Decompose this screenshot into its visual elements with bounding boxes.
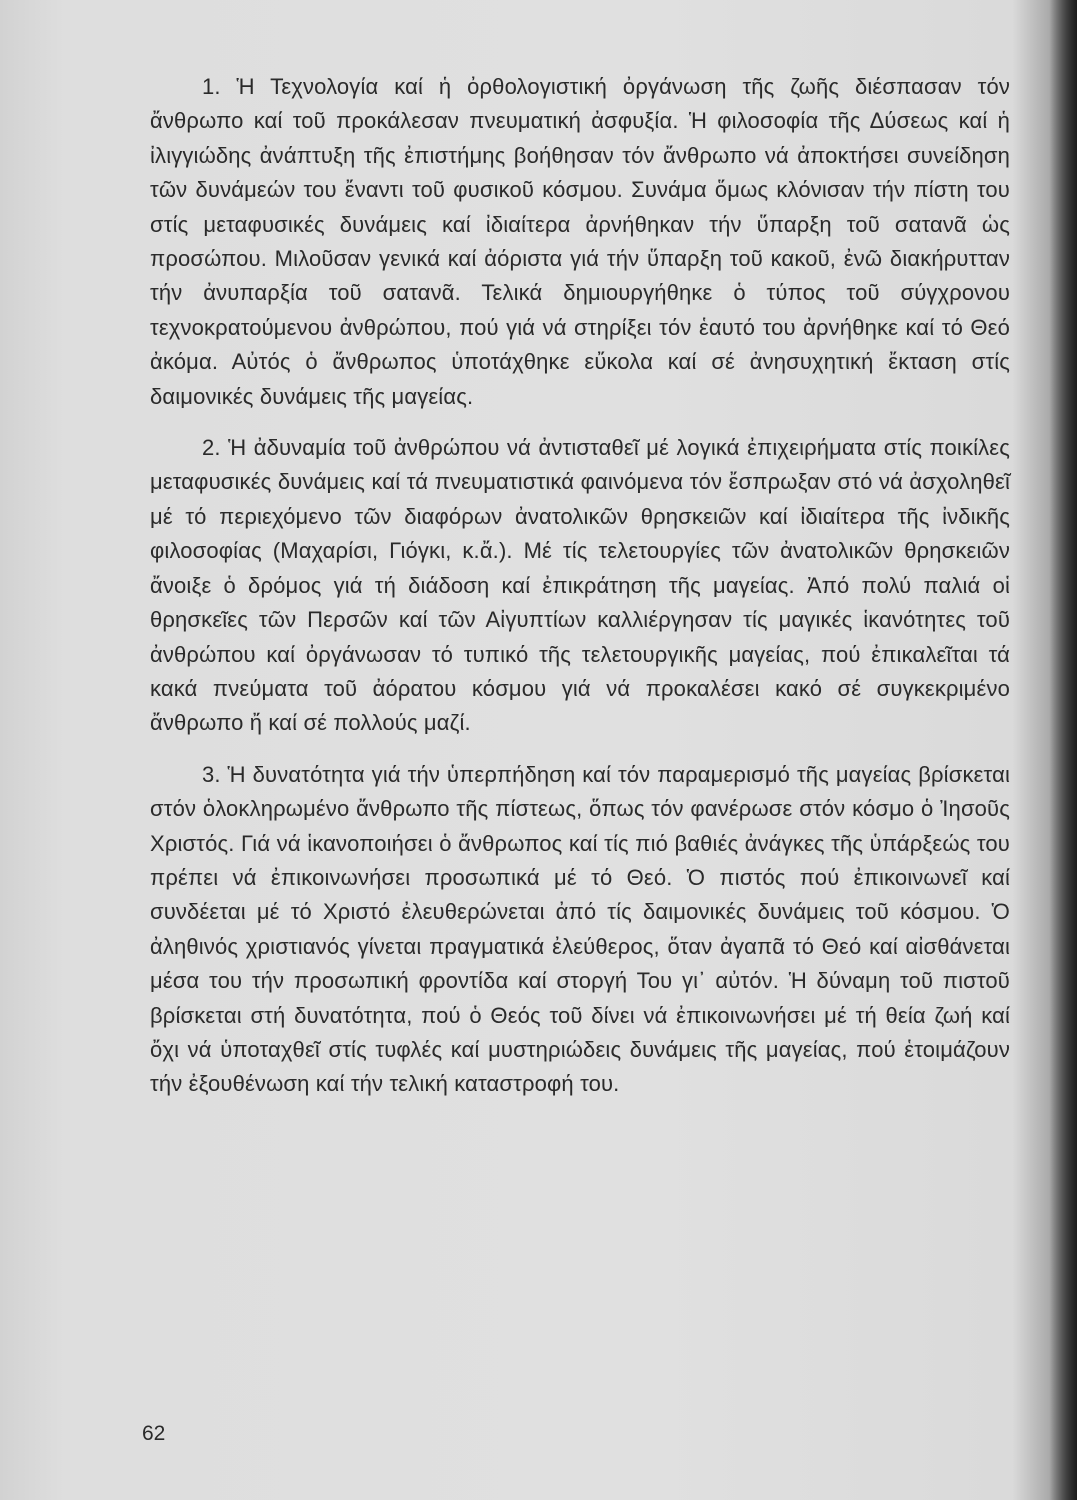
paragraph-1: 1. Ἡ Τεχνολογία καί ἡ ὀρθολογιστική ὀργάνωση τῆς ζωῆς διέσπασαν τόν ἄνθρωπο καί τοῦ προκάλεσαν πνευματική ἀσφυξία. Ἡ φιλοσοφία τῆς Δύσεως καί ἡ ἰλιγγιώδης ἀνάπτυξη τῆς ἐπιστήμης βοήθησαν τόν ἄνθρωπο νά ἀποκτήσει συνείδηση τῶν δυνάμεών του ἔναντι τοῦ φυσικοῦ κόσμου. Συνάμα ὅμως κλόνισαν τήν πίστη του στίς μεταφυσικές δυνάμεις καί ἰδιαίτερα ἀρνήθηκαν τήν ὕπαρξη τοῦ σατανᾶ ὡς προσώπου. Μιλοῦσαν γενικά καί ἀόριστα γιά τήν ὕπαρξη τοῦ κακοῦ, ἐνῶ διακήρυτταν τήν ἀνυπαρξία τοῦ σατανᾶ. Τελικά δημιουργήθηκε ὁ τύπος τοῦ σύγχρονου τεχνοκρατούμενου ἀνθρώπου, πού γιά νά στηρίξει τόν ἑαυτό του ἀρνήθηκε καί τό Θεό ἀκόμα. Αὐτός ὁ ἄνθρωπος ὑποτάχθηκε εὔκολα καί σέ ἀνησυχητική ἔκταση στίς δαιμονικές δυνάμεις τῆς μαγείας. xyxy=(150,74,1010,409)
page-number: 62 xyxy=(142,1422,166,1445)
paragraph-2: 2. Ἡ ἀδυναμία τοῦ ἀνθρώπου νά ἀντισταθεῖ μέ λογικά ἐπιχειρήματα στίς ποικίλες μεταφυσικές δυνάμεις καί τά πνευματιστικά φαινόμενα τόν ἔσπρωξαν στό νά ἀσχοληθεῖ μέ τό περιεχόμενο τῶν διαφόρων ἀνατολικῶν θρησκειῶν καί ἰδιαίτερα τῆς ἰνδικῆς φιλοσοφίας (Μαχαρίσι, Γιόγκι, κ.ἄ.). Μέ τίς τελετουργίες τῶν ἀνατολικῶν θρησκειῶν ἄνοιξε ὁ δρόμος γιά τή διάδοση καί ἐπικράτηση τῆς μαγείας. Ἀπό πολύ παλιά οἱ θρησκεῖες τῶν Περσῶν καί τῶν Αἰγυπτίων καλλιέργησαν τίς μαγικές ἱκανότητες τοῦ ἀνθρώπου καί ὀργάνωσαν τό τυπικό τῆς τελετουργικῆς μαγείας, πού ἐπικαλεῖται τά κακά πνεύματα τοῦ ἀόρατου κόσμου γιά νά προκαλέσει κακό σέ συγκεκριμένο ἄνθρωπο ἤ καί σέ πολλούς μαζί. xyxy=(150,435,1010,736)
body-text xyxy=(150,70,1010,1102)
page-gutter-shadow xyxy=(1049,0,1077,1500)
paragraph-3: 3. Ἡ δυνατότητα γιά τήν ὑπερπήδηση καί τόν παραμερισμό τῆς μαγείας βρίσκεται στόν ὁλοκληρωμένο ἄνθρωπο τῆς πίστεως, ὅπως τόν φανέρωσε στόν κόσμο ὁ Ἰησοῦς Χριστός. Γιά νά ἱκανοποιήσει ὁ ἄνθρωπος καί τίς πιό βαθιές ἀνάγκες τῆς ὑπάρξεώς του πρέπει νά ἐπικοινωνήσει προσωπικά μέ τό Θεό. Ὁ πιστός πού ἐπικοινωνεῖ καί συνδέεται μέ τό Χριστό ἐλευθερώνεται ἀπό τίς δαιμονικές δυνάμεις τοῦ κόσμου. Ὁ ἀληθινός χριστιανός γίνεται πραγματικά ἐλεύθερος, ὅταν ἀγαπᾶ τό Θεό καί αἰσθάνεται μέσα του τήν προσωπική φροντίδα καί στοργή Του γι᾽ αὐτόν. Ἡ δύναμη τοῦ πιστοῦ βρίσκεται στή δυνατότητα, πού ὁ Θεός τοῦ δίνει νά ἐπικοινωνήσει μέ τή θεία ζωή καί ὄχι νά ὑποταχθεῖ στίς τυφλές καί μυστηριώδεις δυνάμεις τῆς μαγείας, πού ἑτοιμάζουν τήν ἐξουθένωση καί τήν τελική καταστροφή του. xyxy=(150,761,1010,1097)
